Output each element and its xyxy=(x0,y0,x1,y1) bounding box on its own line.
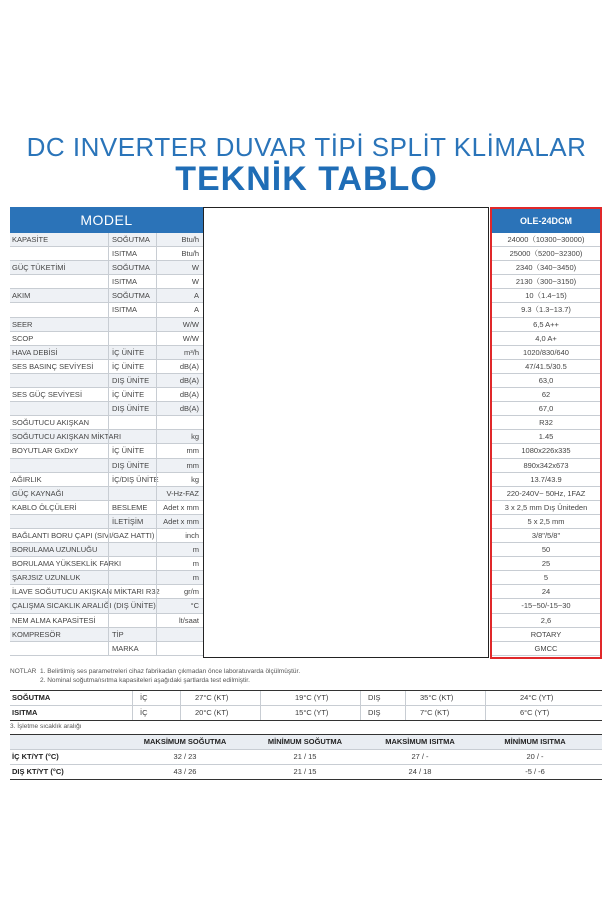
operating-range-row xyxy=(10,764,602,779)
spec-sublabel xyxy=(108,599,112,612)
spec-unit: m³/h xyxy=(156,346,203,359)
spec-row xyxy=(10,543,203,557)
spec-unit: °C xyxy=(156,599,203,612)
spec-sublabel: BESLEME xyxy=(108,501,147,514)
spec-label: SES GÜÇ SEVİYESİ xyxy=(12,390,83,400)
spec-row xyxy=(10,444,203,458)
spec-unit: mm xyxy=(156,444,203,457)
model-value-column xyxy=(490,207,602,659)
spec-sublabel: MARKA xyxy=(108,642,139,655)
test-condition-row xyxy=(10,691,602,705)
spec-value: 25 xyxy=(492,557,600,571)
spec-value: 5 xyxy=(492,571,600,585)
spec-unit: Btu/h xyxy=(156,233,203,246)
spec-label: SOĞUTUCU AKIŞKAN MİKTARI xyxy=(12,432,122,442)
column-divider xyxy=(360,691,361,705)
spec-label: NEM ALMA KAPASİTESİ xyxy=(12,615,96,625)
spec-value: 9.3（1.3~13.7) xyxy=(492,303,600,317)
spec-unit: W/W xyxy=(156,332,203,345)
spec-sublabel: SOĞUTMA xyxy=(108,233,150,246)
test-condition-row xyxy=(10,705,602,720)
spec-row xyxy=(10,487,203,501)
spec-unit: m xyxy=(156,543,203,556)
spec-sublabel: İLETİŞİM xyxy=(108,515,143,528)
spec-unit: W xyxy=(156,261,203,274)
model-code: OLE-24DCM xyxy=(492,209,600,233)
model-header: MODEL xyxy=(10,207,203,233)
condition-out-db: 35°C (KT) xyxy=(420,693,454,702)
spec-row xyxy=(10,402,203,416)
condition-in-label: İÇ xyxy=(140,708,148,717)
spec-label: ŞARJSIZ UZUNLUK xyxy=(12,573,81,583)
spec-unit: dB(A) xyxy=(156,360,203,373)
spec-unit: lt/saat xyxy=(156,614,203,627)
spec-sublabel xyxy=(108,430,112,443)
spec-value: 3/8"/5/8" xyxy=(492,529,600,543)
spec-row xyxy=(10,303,203,317)
spec-table-labels xyxy=(10,207,203,656)
spec-row xyxy=(10,459,203,473)
spec-row xyxy=(10,430,203,444)
note-1: 1. Belirtilmiş ses parametreleri cihaz fabrikadan çıkmadan önce laboratuvarda ölçülmüştür. xyxy=(40,668,301,675)
column-divider xyxy=(180,691,181,705)
page-subtitle: DC INVERTER DUVAR TİPİ SPLİT KLİMALAR xyxy=(26,132,587,162)
range-value: 21 / 15 xyxy=(293,767,317,776)
spec-row xyxy=(10,585,203,599)
spec-sublabel: İÇ ÜNİTE xyxy=(108,346,144,359)
condition-in-wb: 19°C (YT) xyxy=(295,693,329,702)
condition-out-label: DIŞ xyxy=(368,708,381,717)
spec-row xyxy=(10,529,203,543)
spec-row xyxy=(10,501,203,515)
range-value: 20 / - xyxy=(526,752,544,761)
spec-label: AKIM xyxy=(12,291,31,301)
column-header: MAKSİMUM SOĞUTMA xyxy=(143,737,227,746)
spec-sublabel xyxy=(108,614,112,627)
spec-value: 10（1.4~15) xyxy=(492,289,600,303)
column-divider xyxy=(405,691,406,705)
note-3: 3. İşletme sıcaklık aralığı xyxy=(10,723,82,730)
condition-in-db: 20°C (KT) xyxy=(195,708,229,717)
spec-sublabel: DIŞ ÜNİTE xyxy=(108,402,149,415)
spec-row xyxy=(10,599,203,613)
spec-unit: W xyxy=(156,275,203,288)
spec-row xyxy=(10,247,203,261)
spec-unit: m xyxy=(156,571,203,584)
spec-value: ROTARY xyxy=(492,628,600,642)
spec-row xyxy=(10,233,203,247)
column-divider xyxy=(360,706,361,720)
spec-unit: kg xyxy=(156,430,203,443)
condition-out-wb: 6°C (YT) xyxy=(520,708,550,717)
range-value: 43 / 26 xyxy=(173,767,197,776)
column-divider xyxy=(132,691,133,705)
condition-mode: ISITMA xyxy=(12,708,38,717)
spec-unit: dB(A) xyxy=(156,374,203,387)
spec-row xyxy=(10,416,203,430)
spec-value: 13.7/43.9 xyxy=(492,473,600,487)
spec-label: SCOP xyxy=(12,333,34,343)
spec-label: AĞIRLIK xyxy=(12,474,42,484)
condition-in-label: İÇ xyxy=(140,693,148,702)
spec-label: HAVA DEBİSİ xyxy=(12,347,58,357)
condition-out-wb: 24°C (YT) xyxy=(520,693,554,702)
spec-value: 24000（10300~30000) xyxy=(492,233,600,247)
spec-label: SOĞUTUCU AKIŞKAN xyxy=(12,418,90,428)
spec-value: 1.45 xyxy=(492,430,600,444)
spec-value: 1020/830/640 xyxy=(492,346,600,360)
spec-value: 24 xyxy=(492,585,600,599)
spec-sublabel xyxy=(108,416,112,429)
spec-sublabel: İÇ ÜNİTE xyxy=(108,388,144,401)
spec-sublabel xyxy=(108,318,112,331)
column-header: MİNİMUM ISITMA xyxy=(504,737,566,746)
condition-out-label: DIŞ xyxy=(368,693,381,702)
condition-out-db: 7°C (KT) xyxy=(420,708,450,717)
operating-range-row xyxy=(10,749,602,764)
test-conditions-table xyxy=(10,690,602,721)
spec-row xyxy=(10,642,203,656)
spec-value: 220-240V~ 50Hz, 1FAZ xyxy=(492,487,600,501)
spec-value: 4,0 A+ xyxy=(492,332,600,346)
spec-label: KAPASİTE xyxy=(12,235,49,244)
spec-row xyxy=(10,289,203,303)
spec-label: SEER xyxy=(12,319,33,329)
spec-label: KOMPRESÖR xyxy=(12,629,61,639)
spec-value: 62 xyxy=(492,388,600,402)
row-label: İÇ KT/YT (°C) xyxy=(12,752,59,761)
spec-row xyxy=(10,374,203,388)
column-header: MAKSİMUM ISITMA xyxy=(385,737,455,746)
range-value: 32 / 23 xyxy=(173,752,197,761)
note-2: 2. Nominal soğutma/ısıtma kapasiteleri aşağıdaki şartlarda test edilmiştir. xyxy=(40,677,250,684)
spec-sublabel xyxy=(108,487,112,500)
spec-unit: A xyxy=(156,303,203,316)
spec-sublabel xyxy=(108,529,112,542)
spec-label: ÇALIŞMA SICAKLIK ARALIĞI (DIŞ ÜNİTE) xyxy=(12,601,156,611)
column-divider xyxy=(405,706,406,720)
spec-label: BOYUTLAR GxDxY xyxy=(12,446,79,456)
spec-sublabel: ISITMA xyxy=(108,275,137,288)
spec-unit: Adet x mm xyxy=(156,515,203,528)
notes xyxy=(10,667,300,685)
spec-row xyxy=(10,557,203,571)
spec-unit: kg xyxy=(156,473,203,486)
spec-row xyxy=(10,360,203,374)
spec-sublabel: TİP xyxy=(108,628,124,641)
spec-value: 890x342x673 xyxy=(492,459,600,473)
spec-row xyxy=(10,275,203,289)
condition-in-db: 27°C (KT) xyxy=(195,693,229,702)
spec-sublabel: İÇ ÜNİTE xyxy=(108,360,144,373)
spec-sublabel xyxy=(108,332,112,345)
spec-sublabel: İÇ ÜNİTE xyxy=(108,444,144,457)
spec-sublabel: DIŞ ÜNİTE xyxy=(108,374,149,387)
column-divider xyxy=(260,691,261,705)
spec-value: 2130（300~3150) xyxy=(492,275,600,289)
spec-unit xyxy=(156,628,203,641)
spec-row xyxy=(10,614,203,628)
column-divider xyxy=(260,706,261,720)
range-value: 24 / 18 xyxy=(408,767,432,776)
spec-sublabel xyxy=(108,585,112,598)
spec-row xyxy=(10,332,203,346)
spec-sublabel xyxy=(108,557,112,570)
spec-unit: gr/m xyxy=(156,585,203,598)
spec-label: BORULAMA YÜKSEKLİK FARKI xyxy=(12,559,122,569)
spec-sublabel xyxy=(108,543,112,556)
spec-unit: mm xyxy=(156,459,203,472)
spec-row xyxy=(10,388,203,402)
spec-value: 1080x226x335 xyxy=(492,444,600,458)
spec-label: İLAVE SOĞUTUCU AKIŞKAN MİKTARI R32 xyxy=(12,587,160,597)
row-label: DIŞ KT/YT (°C) xyxy=(12,767,64,776)
spec-value: -15~50/-15~30 xyxy=(492,599,600,613)
spec-label: BAĞLANTI BORU ÇAPI (SIVI/GAZ HATTI) xyxy=(12,530,155,540)
spec-row xyxy=(10,628,203,642)
condition-in-wb: 15°C (YT) xyxy=(295,708,329,717)
spec-sublabel: SOĞUTMA xyxy=(108,289,150,302)
range-value: 27 / - xyxy=(411,752,429,761)
spec-sublabel: ISITMA xyxy=(108,303,137,316)
spec-unit xyxy=(156,642,203,655)
spec-sublabel: ISITMA xyxy=(108,247,137,260)
spec-row xyxy=(10,515,203,529)
operating-range-header xyxy=(10,735,602,749)
spec-unit: W/W xyxy=(156,318,203,331)
column-divider xyxy=(132,706,133,720)
spec-value: 50 xyxy=(492,543,600,557)
notes-prefix: NOTLAR xyxy=(10,668,37,675)
spec-label: GÜÇ TÜKETİMİ xyxy=(12,263,66,273)
spec-unit: inch xyxy=(156,529,203,542)
spec-value: 47/41.5/30.5 xyxy=(492,360,600,374)
spec-unit: V-Hz-FAZ xyxy=(156,487,203,500)
spec-row xyxy=(10,571,203,585)
spec-unit: dB(A) xyxy=(156,402,203,415)
spec-value: 67,0 xyxy=(492,402,600,416)
spec-value: 63,0 xyxy=(492,374,600,388)
spec-value: R32 xyxy=(492,416,600,430)
spec-value: 5 x 2,5 mm xyxy=(492,515,600,529)
spec-label: SES BASINÇ SEVİYESİ xyxy=(12,361,94,371)
spec-unit: Btu/h xyxy=(156,247,203,260)
condition-mode: SOĞUTMA xyxy=(12,693,51,702)
column-divider xyxy=(485,691,486,705)
spec-value: 6,5 A++ xyxy=(492,318,600,332)
spec-label: KABLO ÖLÇÜLERİ xyxy=(12,502,77,512)
spec-row xyxy=(10,346,203,360)
spec-label: BORULAMA UZUNLUĞU xyxy=(12,545,98,555)
spec-sublabel: DIŞ ÜNİTE xyxy=(108,459,149,472)
column-divider xyxy=(180,706,181,720)
spec-unit xyxy=(156,416,203,429)
column-divider xyxy=(485,706,486,720)
page-title: TEKNİK TABLO xyxy=(175,160,438,198)
spec-label: GÜÇ KAYNAĞI xyxy=(12,488,64,498)
spec-unit: m xyxy=(156,557,203,570)
spec-value: 3 x 2,5 mm Dış Üniteden xyxy=(492,501,600,515)
column-header: MİNİMUM SOĞUTMA xyxy=(267,737,343,746)
spec-row xyxy=(10,261,203,275)
spec-unit: A xyxy=(156,289,203,302)
spec-value: 25000（5200~32300) xyxy=(492,247,600,261)
spec-row xyxy=(10,318,203,332)
range-value: 21 / 15 xyxy=(293,752,317,761)
spec-value: 2,6 xyxy=(492,614,600,628)
spec-row xyxy=(10,473,203,487)
range-value: -5 / -6 xyxy=(525,767,545,776)
spec-sublabel: SOĞUTMA xyxy=(108,261,150,274)
spec-sublabel xyxy=(108,571,112,584)
empty-product-area xyxy=(203,207,489,658)
spec-unit: dB(A) xyxy=(156,388,203,401)
spec-sublabel: İÇ/DIŞ ÜNİTE xyxy=(108,473,159,486)
spec-value: GMCC xyxy=(492,642,600,656)
operating-range-table xyxy=(10,734,602,780)
spec-value: 2340（340~3450) xyxy=(492,261,600,275)
spec-unit: Adet x mm xyxy=(156,501,203,514)
